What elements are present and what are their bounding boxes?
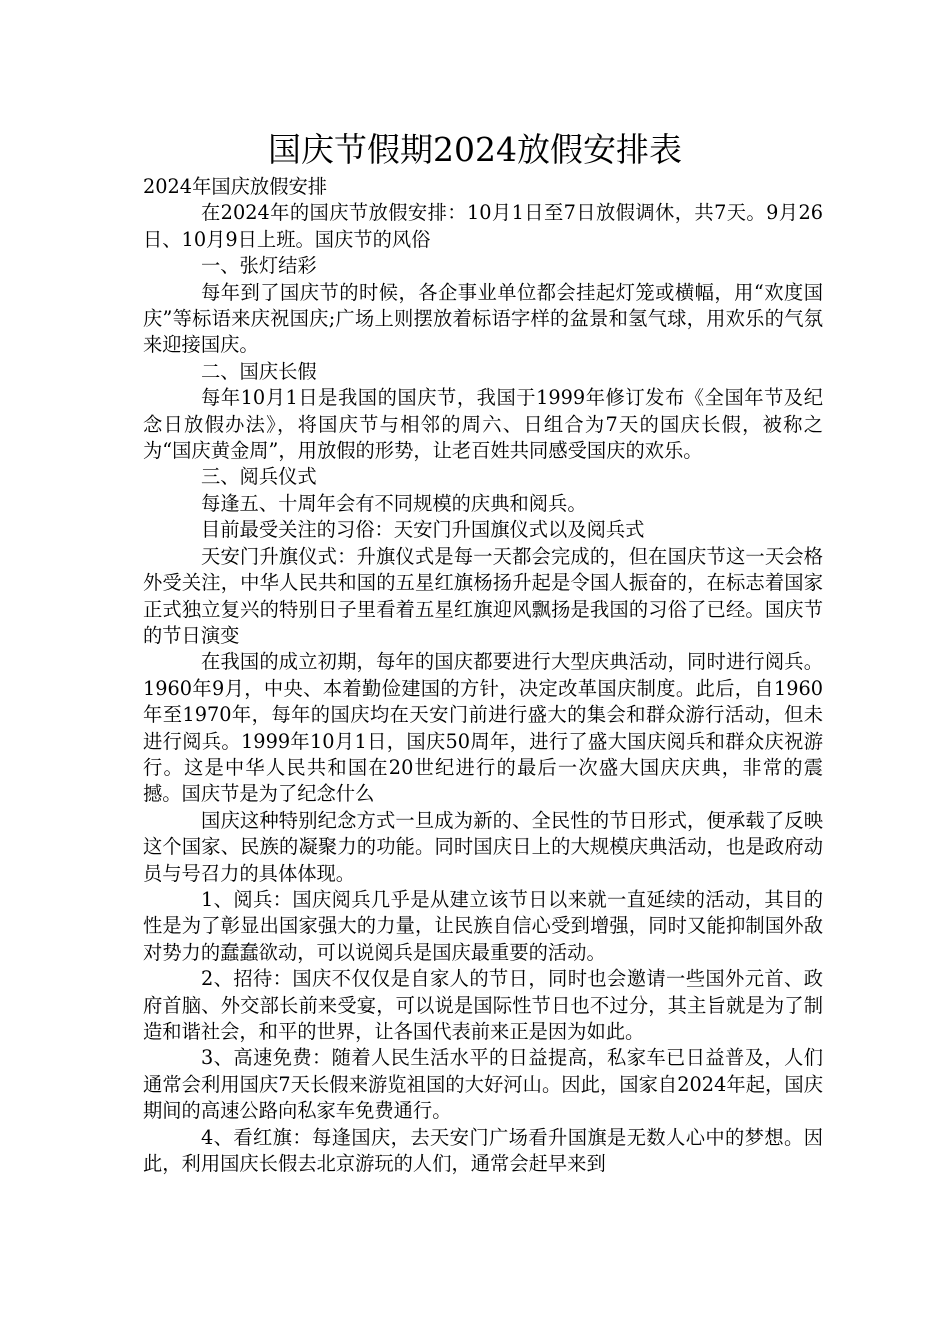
paragraph: 1、阅兵：国庆阅兵几乎是从建立该节日以来就一直延续的活动，其目的性是为了彰显出国家强大的力量，让民族自信心受到增强，同时又能抑制国外敌对势力的蠢蠢欲动，可以说阅兵是国庆最重要的活动。 (143, 887, 823, 964)
paragraph: 4、看红旗：每逢国庆，去天安门广场看升国旗是无数人心中的梦想。因此，利用国庆长假去北京游玩的人们，通常会赶早来到 (143, 1125, 823, 1176)
document-body (143, 174, 823, 1177)
paragraph: 2024年国庆放假安排 (143, 175, 328, 198)
paragraph: 每年到了国庆节的时候，各企事业单位都会挂起灯笼或横幅，用“欢度国庆”等标语来庆祝国庆;广场上则摆放着标语字样的盆景和氢气球，用欢乐的气氛来迎接国庆。 (143, 280, 823, 357)
paragraph: 三、阅兵仪式 (201, 465, 317, 489)
paragraph: 国庆这种特别纪念方式一旦成为新的、全民性的节日形式，便承载了反映这个国家、民族的凝聚力的功能。同时国庆日上的大规模庆典活动，也是政府动员与号召力的具体体现。 (143, 808, 823, 885)
paragraph: 每逢五、十周年会有不同规模的庆典和阅兵。 (201, 491, 587, 515)
paragraph: 在我国的成立初期，每年的国庆都要进行大型庆典活动，同时进行阅兵。1960年9月，中央、本着勤俭建国的方针，决定改革国庆制度。此后，自1960年至1970年，每年的国庆均在天安门前进行盛大的集会和群众游行活动，但未进行阅兵。1999年10月1日，国庆50周年，进行了盛大国庆阅兵和群众庆祝游行。这是中华人民共和国在20世纪进行的最后一次盛大国庆庆典，非常的震撼。国庆节是为了纪念什么 (143, 650, 823, 806)
paragraph: 一、张灯结彩 (201, 254, 317, 278)
paragraph: 每年10月1日是我国的国庆节，我国于1999年修订发布《全国年节及纪念日放假办法》，将国庆节与相邻的周六、日组合为7天的国庆长假，被称之为“国庆黄金周”，用放假的形势，让老百姓共同感受国庆的欢乐。 (143, 386, 823, 463)
paragraph: 二、国庆长假 (201, 359, 317, 383)
paragraph: 天安门升旗仪式：升旗仪式是每一天都会完成的，但在国庆节这一天会格外受关注，中华人民共和国的五星红旗杨扬升起是令国人振奋的，在标志着国家正式独立复兴的特别日子里看着五星红旗迎风飘扬是我国的习俗了已经。国庆节的节日演变 (143, 544, 823, 647)
paragraph: 目前最受关注的习俗：天安门升国旗仪式以及阅兵式 (201, 518, 645, 542)
paragraph: 2、招待：国庆不仅仅是自家人的节日，同时也会邀请一些国外元首、政府首脑、外交部长前来受宴，可以说是国际性节日也不过分，其主旨就是为了制造和谐社会，和平的世界，让各国代表前来正是因为如此。 (143, 967, 823, 1043)
paragraph: 3、高速免费：随着人民生活水平的日益提高，私家车已日益普及，人们通常会利用国庆7天长假来游览祖国的大好河山。因此，国家自2024年起，国庆期间的高速公路向私家车免费通行。 (143, 1046, 823, 1123)
paragraph: 在2024年的国庆节放假安排：10月1日至7日放假调休，共7天。9月26日、10月9日上班。国庆节的风俗 (143, 201, 823, 251)
page-title: 国庆节假期2024放假安排表 (268, 130, 682, 169)
